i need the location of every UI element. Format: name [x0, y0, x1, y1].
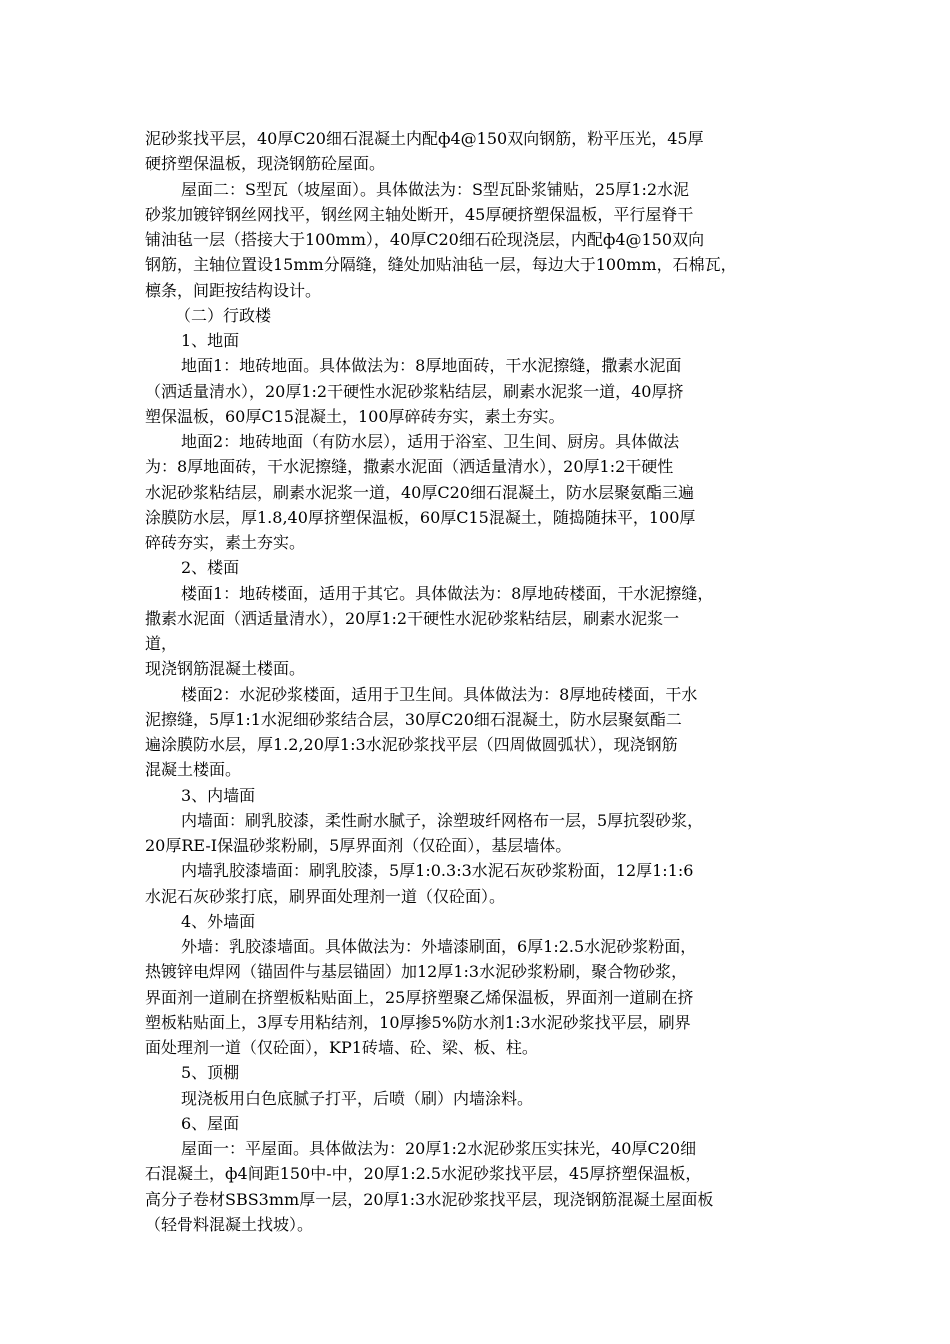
paragraph-heading-floor: [145, 328, 810, 353]
text-line: 3、内墙面: [181, 785, 256, 805]
text-line: 檩条，间距按结构设计。: [145, 280, 322, 300]
text-line: 现浇板用白色底腻子打平，后喷（刷）内墙涂料。: [181, 1088, 534, 1108]
text-line: 现浇钢筋混凝土楼面。: [145, 659, 306, 679]
paragraph-heading-roof: [145, 1111, 810, 1136]
text-line: 水泥石灰砂浆打底，刷界面处理剂一道（仅砼面）。: [145, 886, 506, 906]
text-line: 石混凝土，ф4间距150中-中，20厚1:2.5水泥砂浆找平层，45厚挤塑保温板，: [145, 1164, 702, 1184]
text-line: 涂膜防水层，厚1.8,40厚挤塑保温板，60厚C15混凝土，随捣随抹平，100厚: [145, 507, 696, 527]
text-line: 泥擦缝，5厚1:1水泥细砂浆结合层，30厚C20细石混凝土，防水层聚氨酯二: [145, 709, 682, 729]
text-line: 20厚RE-I保温砂浆粉刷，5厚界面剂（仅砼面），基层墙体。: [145, 836, 572, 855]
text-line: （洒适量清水），20厚1:2干硬性水泥砂浆粘结层，刷素水泥浆一道，40厚挤: [145, 381, 684, 401]
paragraph-heading-outer-wall: [145, 909, 810, 934]
text-line: 地面1：地砖地面。具体做法为：8厚地面砖，干水泥擦缝，撒素水泥面: [181, 356, 682, 376]
text-line: 屋面一：平屋面。具体做法为：20厚1:2水泥砂浆压实抹光，40厚C20细: [181, 1139, 697, 1158]
document-body: [145, 126, 810, 1237]
text-line: 热镀锌电焊网（锚固件与基层锚固）加12厚1:3水泥砂浆粉刷，聚合物砂浆，: [145, 962, 688, 982]
text-line: 楼面2：水泥砂浆楼面，适用于卫生间。具体做法为：8厚地砖楼面，干水: [181, 684, 698, 704]
paragraph-roof-flat-cont: [145, 126, 810, 177]
paragraph-inner-wall-1: [145, 808, 810, 859]
text-line: 铺油毡一层（搭接大于100mm），40厚C20细石砼现浇层，内配ф4@150双向: [145, 230, 705, 249]
text-line: 内墙乳胶漆墙面：刷乳胶漆，5厚1:0.3:3水泥石灰砂浆粉面，12厚1:1:6: [181, 861, 694, 881]
text-line: 水泥砂浆粘结层，刷素水泥浆一道，40厚C20细石混凝土，防水层聚氨酯三遍: [145, 482, 694, 502]
paragraph-heading-storey: [145, 555, 810, 580]
text-line: （二）行政楼: [175, 305, 272, 325]
text-line: 撒素水泥面（洒适量清水），20厚1:2干硬性水泥砂浆粘结层，刷素水泥浆一: [145, 608, 680, 628]
text-line: 6、屋面: [181, 1113, 240, 1133]
text-line: 楼面1：地砖楼面，适用于其它。具体做法为：8厚地砖楼面，干水泥擦缝，: [181, 583, 714, 603]
text-line: 5、顶棚: [181, 1063, 240, 1083]
paragraph-heading-admin: [145, 303, 810, 328]
text-line: （轻骨料混凝土找坡）。: [145, 1214, 314, 1234]
text-line: 遍涂膜防水层，厚1.2,20厚1:3水泥砂浆找平层（四周做圆弧状），现浇钢筋: [145, 735, 678, 754]
text-line: 混凝土楼面。: [145, 760, 242, 780]
text-line: 砂浆加镀锌钢丝网找平，钢丝网主轴处断开，45厚硬挤塑保温板，平行屋脊干: [145, 204, 694, 224]
paragraph-heading-ceiling: [145, 1060, 810, 1085]
text-line: 泥砂浆找平层，40厚C20细石混凝土内配ф4@150双向钢筋，粉平压光，45厚: [145, 129, 704, 148]
paragraph-ceiling-1: [145, 1086, 810, 1111]
text-line: 4、外墙面: [181, 911, 256, 931]
text-line: 外墙：乳胶漆墙面。具体做法为：外墙漆刷面，6厚1:2.5水泥砂浆粉面，: [181, 937, 697, 956]
text-line: 碎砖夯实，素土夯实。: [145, 533, 306, 552]
text-line: 钢筋，主轴位置设15mm分隔缝，缝处加贴油毡一层，每边大于100mm，石棉瓦，: [145, 255, 737, 275]
text-line: 2、楼面: [181, 558, 240, 578]
paragraph-inner-wall-2: [145, 858, 810, 909]
text-line: 面处理剂一道（仅砼面），KP1砖墙、砼、梁、板、柱。: [145, 1038, 538, 1057]
text-line: 地面2：地砖地面（有防水层），适用于浴室、卫生间、厨房。具体做法: [181, 432, 680, 451]
text-line: 塑保温板，60厚C15混凝土，100厚碎砖夯实，素土夯实。: [145, 406, 565, 426]
paragraph-storey-1: [145, 581, 810, 682]
text-line: 为：8厚地面砖，干水泥擦缝，撒素水泥面（洒适量清水），20厚1:2干硬性: [145, 457, 674, 477]
paragraph-floor-1: [145, 353, 810, 429]
paragraph-outer-wall-1: [145, 934, 810, 1060]
paragraph-storey-2: [145, 682, 810, 783]
paragraph-heading-inner-wall: [145, 783, 810, 808]
text-line: 界面剂一道刷在挤塑板粘贴面上，25厚挤塑聚乙烯保温板，界面剂一道刷在挤: [145, 987, 694, 1007]
text-line: 塑板粘贴面上，3厚专用粘结剂，10厚掺5%防水剂1:3水泥砂浆找平层，刷界: [145, 1012, 691, 1032]
text-line: 高分子卷材SBS3mm厚一层，20厚1:3水泥砂浆找平层，现浇钢筋混凝土屋面板: [145, 1189, 714, 1209]
text-line: 1、地面: [181, 331, 240, 350]
paragraph-floor-2: [145, 429, 810, 555]
text-line: 屋面二：S型瓦（坡屋面）。具体做法为：S型瓦卧浆铺贴，25厚1:2水泥: [181, 179, 690, 199]
paragraph-roof-1: [145, 1136, 810, 1237]
paragraph-roof-2: [145, 177, 810, 303]
text-line: 道，: [145, 634, 178, 653]
text-line: 内墙面：刷乳胶漆，柔性耐水腻子，涂塑玻纤网格布一层，5厚抗裂砂浆，: [181, 810, 704, 830]
text-line: 硬挤塑保温板，现浇钢筋砼屋面。: [145, 154, 386, 174]
